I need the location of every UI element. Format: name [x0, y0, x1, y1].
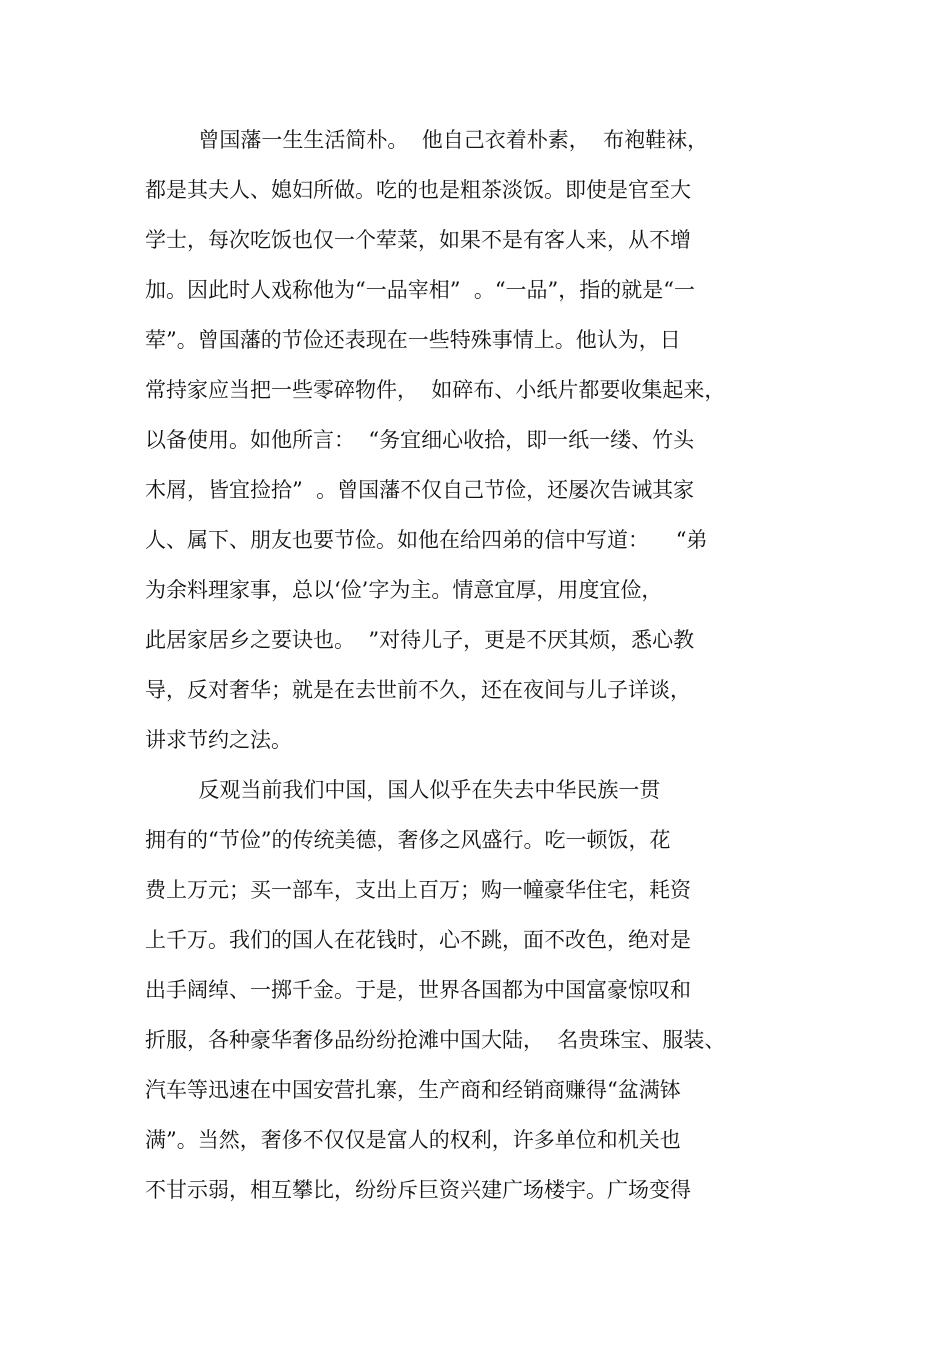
text-line-13: 讲求节约之法。 [145, 728, 292, 752]
text-line-22: 不甘示弱，相互攀比，纷纷斥巨资兴建广场楼宇。广场变得 [145, 1178, 691, 1202]
text-line-16: 费上万元；买一部车，支出上百万；购一幢豪华住宅，耗资 [145, 878, 691, 902]
text-line-14: 反观当前我们中国，国人似乎在失去中华民族一贯 [145, 778, 661, 802]
text-line-10: 为余料理家事，总以‘俭’字为主。情意宜厚，用度宜俭， [145, 578, 663, 602]
text-line-4: 加。因此时人戏称他为“一品宰相” 。“一品”，指的就是“一 [145, 278, 696, 302]
text-line-12: 导，反对奢华；就是在去世前不久，还在夜间与儿子详谈， [145, 678, 691, 702]
text-line-8: 木屑，皆宜捡拾” 。曾国藩不仅自己节俭，还屡次告诫其家 [145, 478, 695, 502]
text-line-15: 拥有的“节俭”的传统美德，奢侈之风盛行。吃一顿饭，花 [145, 828, 671, 852]
text-line-1: 曾国藩一生生活简朴。 他自己衣着朴素， 布袍鞋袜， [145, 128, 709, 152]
text-line-2: 都是其夫人、媳妇所做。吃的也是粗茶淡饭。即使是官至大 [145, 178, 691, 202]
text-line-11: 此居家居乡之要诀也。 ”对待儿子，更是不厌其烦，悉心教 [145, 628, 695, 652]
text-line-19: 折服，各种豪华奢侈品纷纷抢滩中国大陆， 名贵珠宝、服装、 [145, 1028, 726, 1052]
text-line-17: 上千万。我们的国人在花钱时，心不跳，面不改色，绝对是 [145, 928, 691, 952]
text-line-9: 人、属下、朋友也要节俭。如他在给四弟的信中写道： “弟 [145, 528, 708, 552]
text-line-6: 常持家应当把一些零碎物件， 如碎布、小纸片都要收集起来， [145, 378, 726, 402]
text-line-5: 荤”。曾国藩的节俭还表现在一些特殊事情上。他认为，日 [145, 328, 681, 352]
text-line-18: 出手阔绰、一掷千金。于是，世界各国都为中国富豪惊叹和 [145, 978, 691, 1002]
text-line-21: 满”。当然，奢侈不仅仅是富人的权利，许多单位和机关也 [145, 1128, 681, 1152]
text-line-3: 学士，每次吃饭也仅一个荤菜，如果不是有客人来，从不增 [145, 228, 691, 252]
text-line-7: 以备使用。如他所言： “务宜细心收拾，即一纸一缕、竹头 [145, 428, 695, 452]
text-line-20: 汽车等迅速在中国安营扎寨，生产商和经销商赚得“盆满钵 [145, 1078, 681, 1102]
